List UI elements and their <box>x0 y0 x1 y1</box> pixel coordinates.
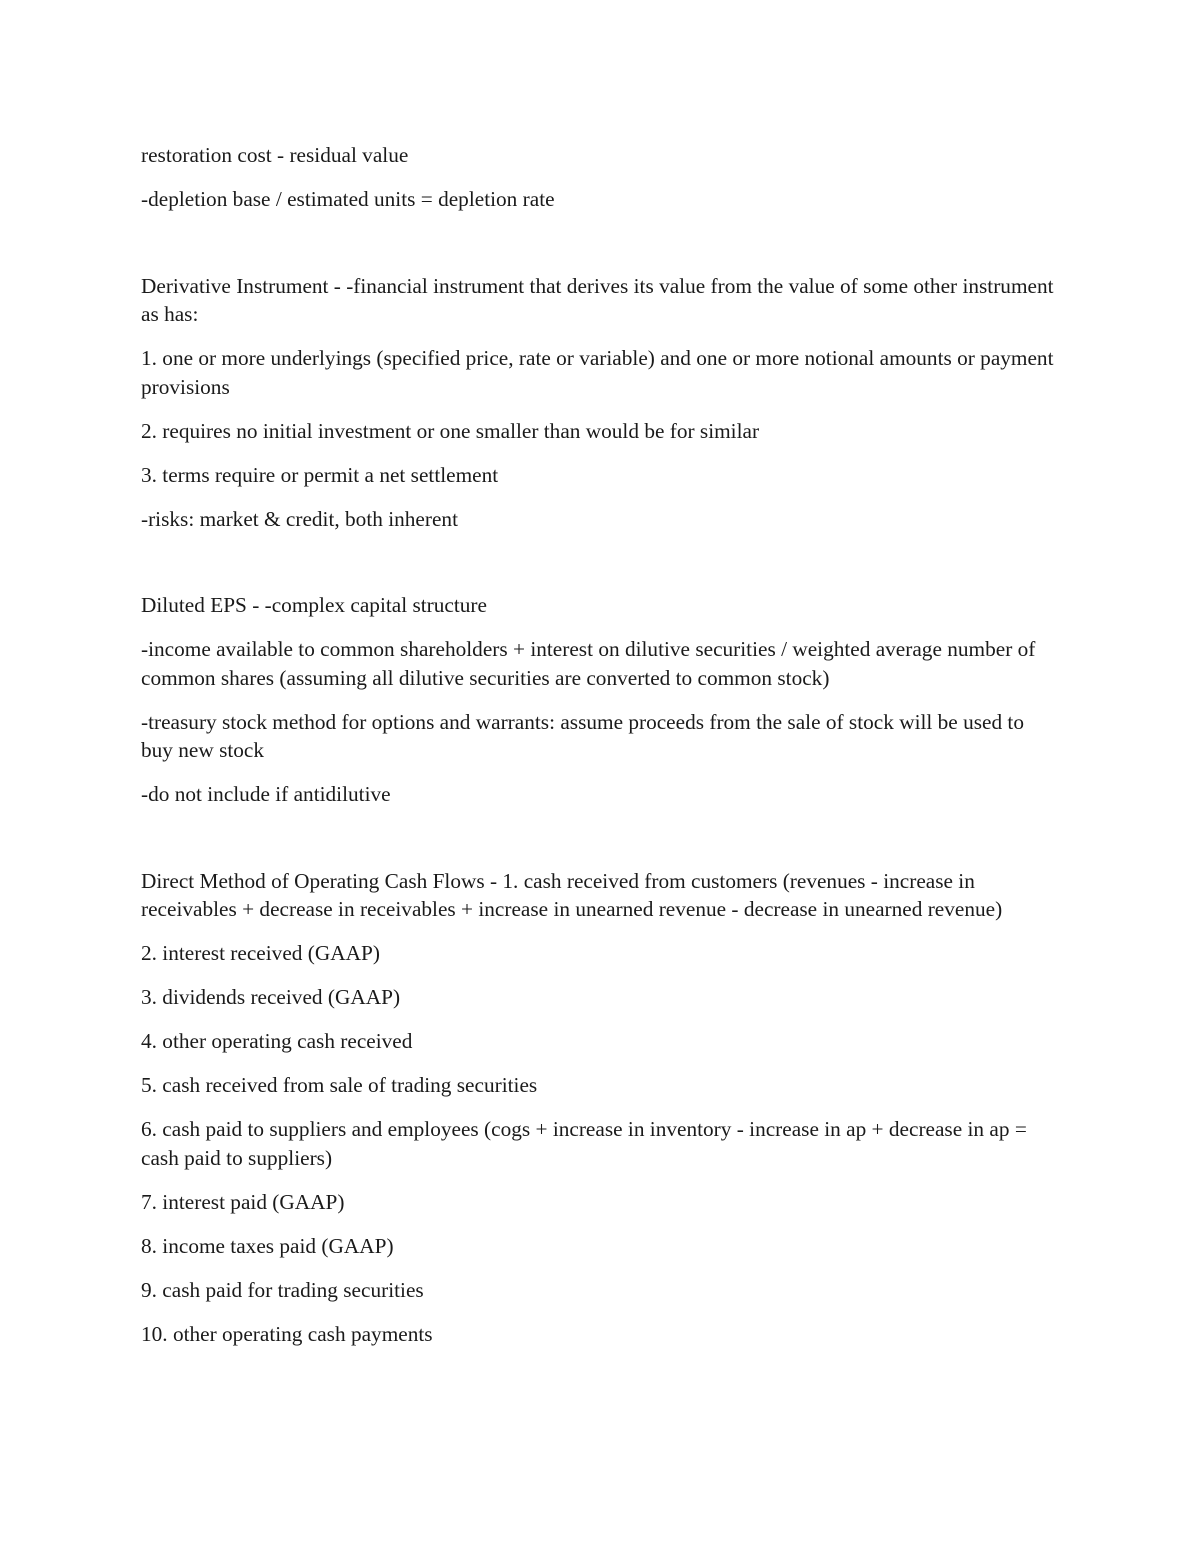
paragraph: 3. dividends received (GAAP) <box>141 985 401 1009</box>
paragraph: 4. other operating cash received <box>141 1029 413 1053</box>
paragraph: 8. income taxes paid (GAAP) <box>141 1233 394 1258</box>
paragraph: 9. cash paid for trading securities <box>141 1277 424 1302</box>
paragraph: 2. requires no initial investment or one smaller than would be for similar <box>141 418 760 443</box>
paragraph: Direct Method of Operating Cash Flows - 1. cash received from customers (revenues - increase in receivables + decrease in receivables + increase in unearned revenue - decrease in unearned revenue) <box>141 868 1003 921</box>
paragraph: -depletion base / estimated units = depletion rate <box>141 187 555 211</box>
document-body <box>141 141 1056 1364</box>
depletion-section <box>141 141 1056 214</box>
paragraph: Diluted EPS - -complex capital structure <box>141 593 487 617</box>
paragraph: -income available to common shareholders + interest on dilutive securities / weighted average number of common shares (assuming all dilutive securities are converted to common stock) <box>141 637 1036 690</box>
paragraph: 5. cash received from sale of trading securities <box>141 1073 538 1097</box>
paragraph: 10. other operating cash payments <box>141 1321 433 1346</box>
paragraph: restoration cost - residual value <box>141 143 409 167</box>
paragraph: 3. terms require or permit a net settlement <box>141 462 499 487</box>
paragraph: 7. interest paid (GAAP) <box>141 1189 345 1214</box>
paragraph: -treasury stock method for options and warrants: assume proceeds from the sale of stock will be used to buy new stock <box>141 709 1024 762</box>
diluted-eps-section <box>141 591 1056 809</box>
paragraph: 6. cash paid to suppliers and employees (cogs + increase in inventory - increase in ap + decrease in ap = cash paid to suppliers) <box>141 1117 1027 1170</box>
paragraph: -risks: market & credit, both inherent <box>141 506 458 531</box>
direct-method-section <box>141 867 1056 1349</box>
paragraph: -do not include if antidilutive <box>141 782 391 806</box>
paragraph: 1. one or more underlyings (specified price, rate or variable) and one or more notional amounts or payment provisions <box>141 346 1054 399</box>
derivative-instrument-section <box>141 272 1056 534</box>
paragraph: Derivative Instrument - -financial instrument that derives its value from the value of some other instrument as has: <box>141 273 1054 326</box>
paragraph: 2. interest received (GAAP) <box>141 941 380 965</box>
